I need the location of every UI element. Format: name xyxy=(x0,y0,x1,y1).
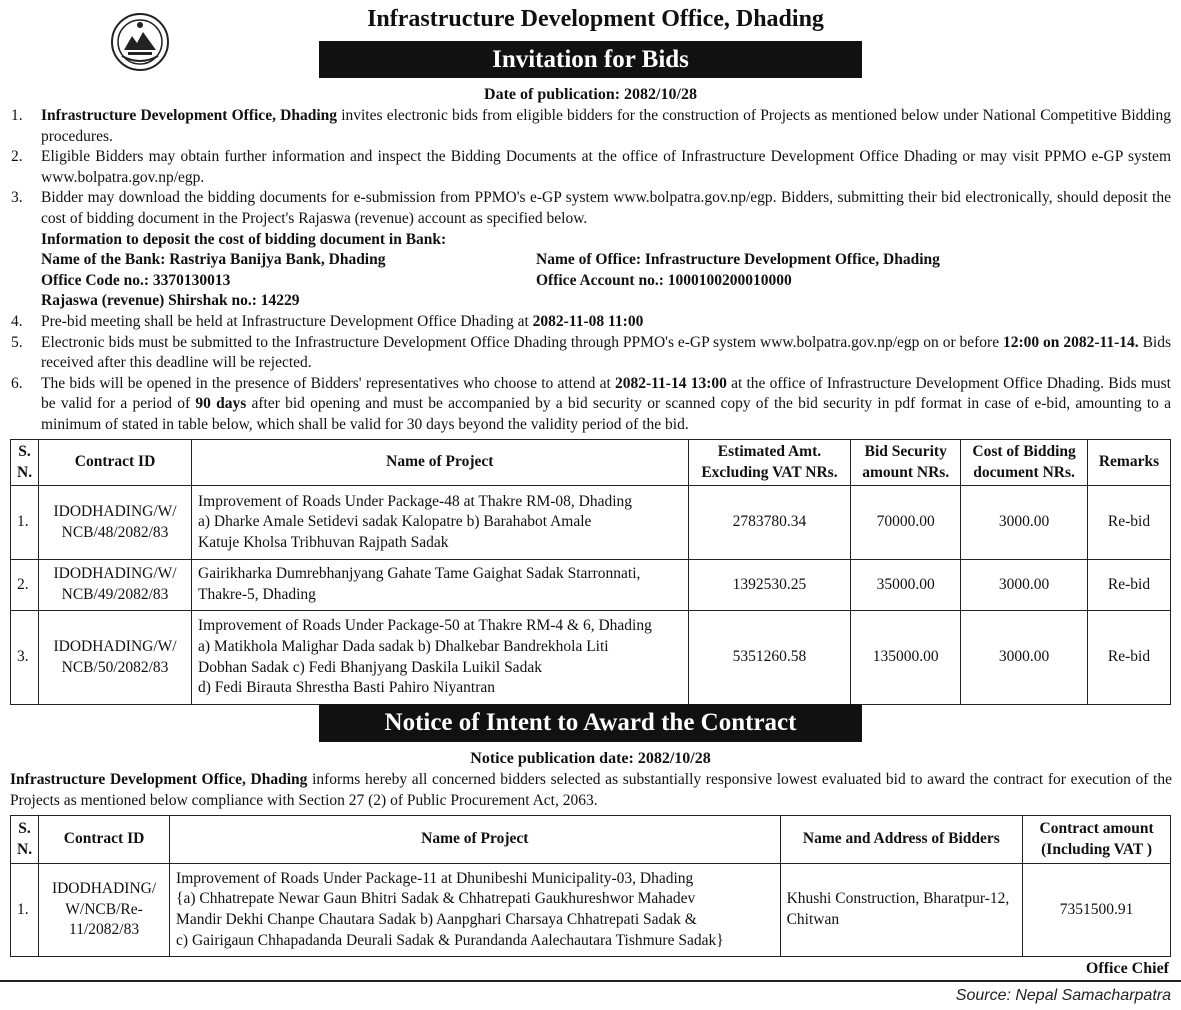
project-cell: Improvement of Roads Under Package-50 at Thakre RM-4 & 6, Dhading a) Matikhola Malighar Dada sadak b) Dhalkebar Bandrekhola Liti Dobhan Sadak c) Fedi Bhanjyang Daskila Luikil Sadak d) Fedi Birauta Shrestha Basti Pahiro Niyantran xyxy=(192,611,689,705)
col-header-remarks: Remarks xyxy=(1087,440,1170,486)
list-item: 4. Pre-bid meeting shall be held at Infrastructure Development Office Dhading at 2082-11-08 11:00 xyxy=(11,312,644,330)
table-header-row xyxy=(11,440,1171,486)
col-header-security: Bid Security amount NRs. xyxy=(851,440,961,486)
bank-info-heading: Information to deposit the cost of bidding document in Bank: xyxy=(41,230,447,248)
signature-office-chief: Office Chief xyxy=(1085,960,1169,977)
office-name: Name of Office: Infrastructure Development Office, Dhading xyxy=(536,251,940,269)
bank-info xyxy=(0,230,1181,312)
col-header-sn: S. N. xyxy=(11,816,39,864)
table-row: 1. IDODHADING/W/ NCB/48/2082/83 Improvement of Roads Under Package-48 at Thakre RM-08, Dhading a) Dharke Amale Setidevi sadak Kalopatre b) Barahabot Amale Katuje Kholsa Tribhuvan Rajpath Sadak 2783780.34 70000.00 3000.00 Re-bid xyxy=(11,486,1171,560)
table-header-row xyxy=(11,816,1171,864)
col-header-sn: S. N. xyxy=(11,440,39,486)
office-title: Infrastructure Development Office, Dhading xyxy=(367,6,824,32)
list-item: 2. Eligible Bidders may obtain further information and inspect the Bidding Documents at the office of Infrastructure Development Office Dhading or may visit PPMO e-GP system www.bolpatra.gov.np/egp. xyxy=(11,148,1171,186)
list-item: 6. The bids will be opened in the presence of Bidders' representatives who choose to attend at 2082-11-14 13:00 at the office of Infrastructure Development Office Dhading. Bids must be valid for a period of 90 days after bid opening and must be accompanied by a bid security or scanned copy of the bid security in pdf format in case of e-bid, amounting to a minimum of stated in table below, which shall be valid for 30 days beyond the validity period of the bid. xyxy=(11,374,1171,433)
list-item: 3. Bidder may download the bidding documents for e-submission from PPMO's e-GP system www.bolpatra.gov.np/egp. Bidders, submitting their bid electronically, should deposit the cost of bidding document in the Project's Rajaswa (revenue) account as specified below. xyxy=(11,189,1171,227)
office-account: Office Account no.: 1000100200010000 xyxy=(536,271,792,289)
col-header-project: Name of Project xyxy=(170,816,781,864)
col-header-amount: Contract amount (Including VAT ) xyxy=(1023,816,1171,864)
rajaswa-shirshak: Rajaswa (revenue) Shirshak no.: 14229 xyxy=(41,292,300,310)
list-item: 5. Electronic bids must be submitted to the Infrastructure Development Office Dhading through PPMO's e-GP system www.bolpatra.gov.np/egp on or before 12:00 on 2082-11-14. Bids received after this deadline will be rejected. xyxy=(11,333,1171,372)
col-header-contract-id: Contract ID xyxy=(39,816,170,864)
col-header-bidders: Name and Address of Bidders xyxy=(780,816,1023,864)
notice-banner: Notice of Intent to Award the Contract xyxy=(319,704,862,742)
col-header-cost: Cost of Bidding document NRs. xyxy=(961,440,1088,486)
table-row: 1. IDODHADING/ W/NCB/Re- 11/2082/83 Improvement of Roads Under Package-11 at Dhunibeshi Municipality-03, Dhading {a) Chhatrepate Newar Gaun Bhitri Sadak & Chhatrepati Gaukhureshwor Mahadev Mandir Dekhi Chanpe Chautara Sadak b) Aanpghari Charsaya Chhatrepati Sadak & c) Gairigaun Chhapadanda Deurali Sadak & Purandanda Aalechautara Tishmure Sadak} Khushi Construction, Bharatpur-12, Chitwan 7351500.91 xyxy=(11,864,1171,957)
col-header-estimated: Estimated Amt. Excluding VAT NRs. xyxy=(688,440,851,486)
table-row: 3. IDODHADING/W/ NCB/50/2082/83 Improvement of Roads Under Package-50 at Thakre RM-4 & 6, Dhading a) Matikhola Malighar Dada sadak b) Dhalkebar Bandrekhola Liti Dobhan Sadak c) Fedi Bhanjyang Daskila Luikil Sadak d) Fedi Birauta Shrestha Basti Pahiro Niyantran 5351260.58 135000.00 3000.00 Re-bid xyxy=(11,611,1171,705)
bid-table xyxy=(10,439,1171,705)
publication-date: Date of publication: 2082/10/28 xyxy=(484,86,697,103)
notice-paragraph: Infrastructure Development Office, Dhading informs hereby all concerned bidders selected as substantially responsive lowest evaluated bid to award the contract for execution of the Projects as mentioned below compliance with Section 27 (2) of Public Procurement Act, 2063. xyxy=(10,771,1172,809)
invitation-banner: Invitation for Bids xyxy=(319,41,862,78)
col-header-project: Name of Project xyxy=(192,440,689,486)
table-row: 2. IDODHADING/W/ NCB/49/2082/83 Gairikharka Dumrebhanjyang Gahate Tame Gaighat Sadak Starronnati, Thakre-5, Dhading 1392530.25 35000.00 3000.00 Re-bid xyxy=(11,560,1171,611)
source-credit: Source: Nepal Samacharpatra xyxy=(955,987,1171,1004)
project-cell: Gairikharka Dumrebhanjyang Gahate Tame Gaighat Sadak Starronnati, Thakre-5, Dhading xyxy=(192,560,689,611)
col-header-contract-id: Contract ID xyxy=(39,440,192,486)
project-cell: Improvement of Roads Under Package-11 at Dhunibeshi Municipality-03, Dhading {a) Chhatrepate Newar Gaun Bhitri Sadak & Chhatrepati Gaukhureshwor Mahadev Mandir Dekhi Chanpe Chautara Sadak b) Aanpghari Charsaya Chhatrepati Sadak & c) Gairigaun Chhapadanda Deurali Sadak & Purandanda Aalechautara Tishmure Sadak} xyxy=(170,864,781,957)
award-table xyxy=(10,815,1171,957)
office-code: Office Code no.: 3370130013 xyxy=(41,271,231,289)
instructions-list xyxy=(0,106,1181,436)
footer-divider xyxy=(0,980,1181,982)
bank-name: Name of the Bank: Rastriya Banijya Bank, Dhading xyxy=(41,251,386,269)
list-item: 1. Infrastructure Development Office, Dhading invites electronic bids from eligible bidders for the construction of Projects as mentioned below under National Competitive Bidding procedures. xyxy=(11,107,1171,145)
notice-publication-date: Notice publication date: 2082/10/28 xyxy=(470,750,711,767)
project-cell: Improvement of Roads Under Package-48 at Thakre RM-08, Dhading a) Dharke Amale Setidevi sadak Kalopatre b) Barahabot Amale Katuje Kholsa Tribhuvan Rajpath Sadak xyxy=(192,486,689,560)
